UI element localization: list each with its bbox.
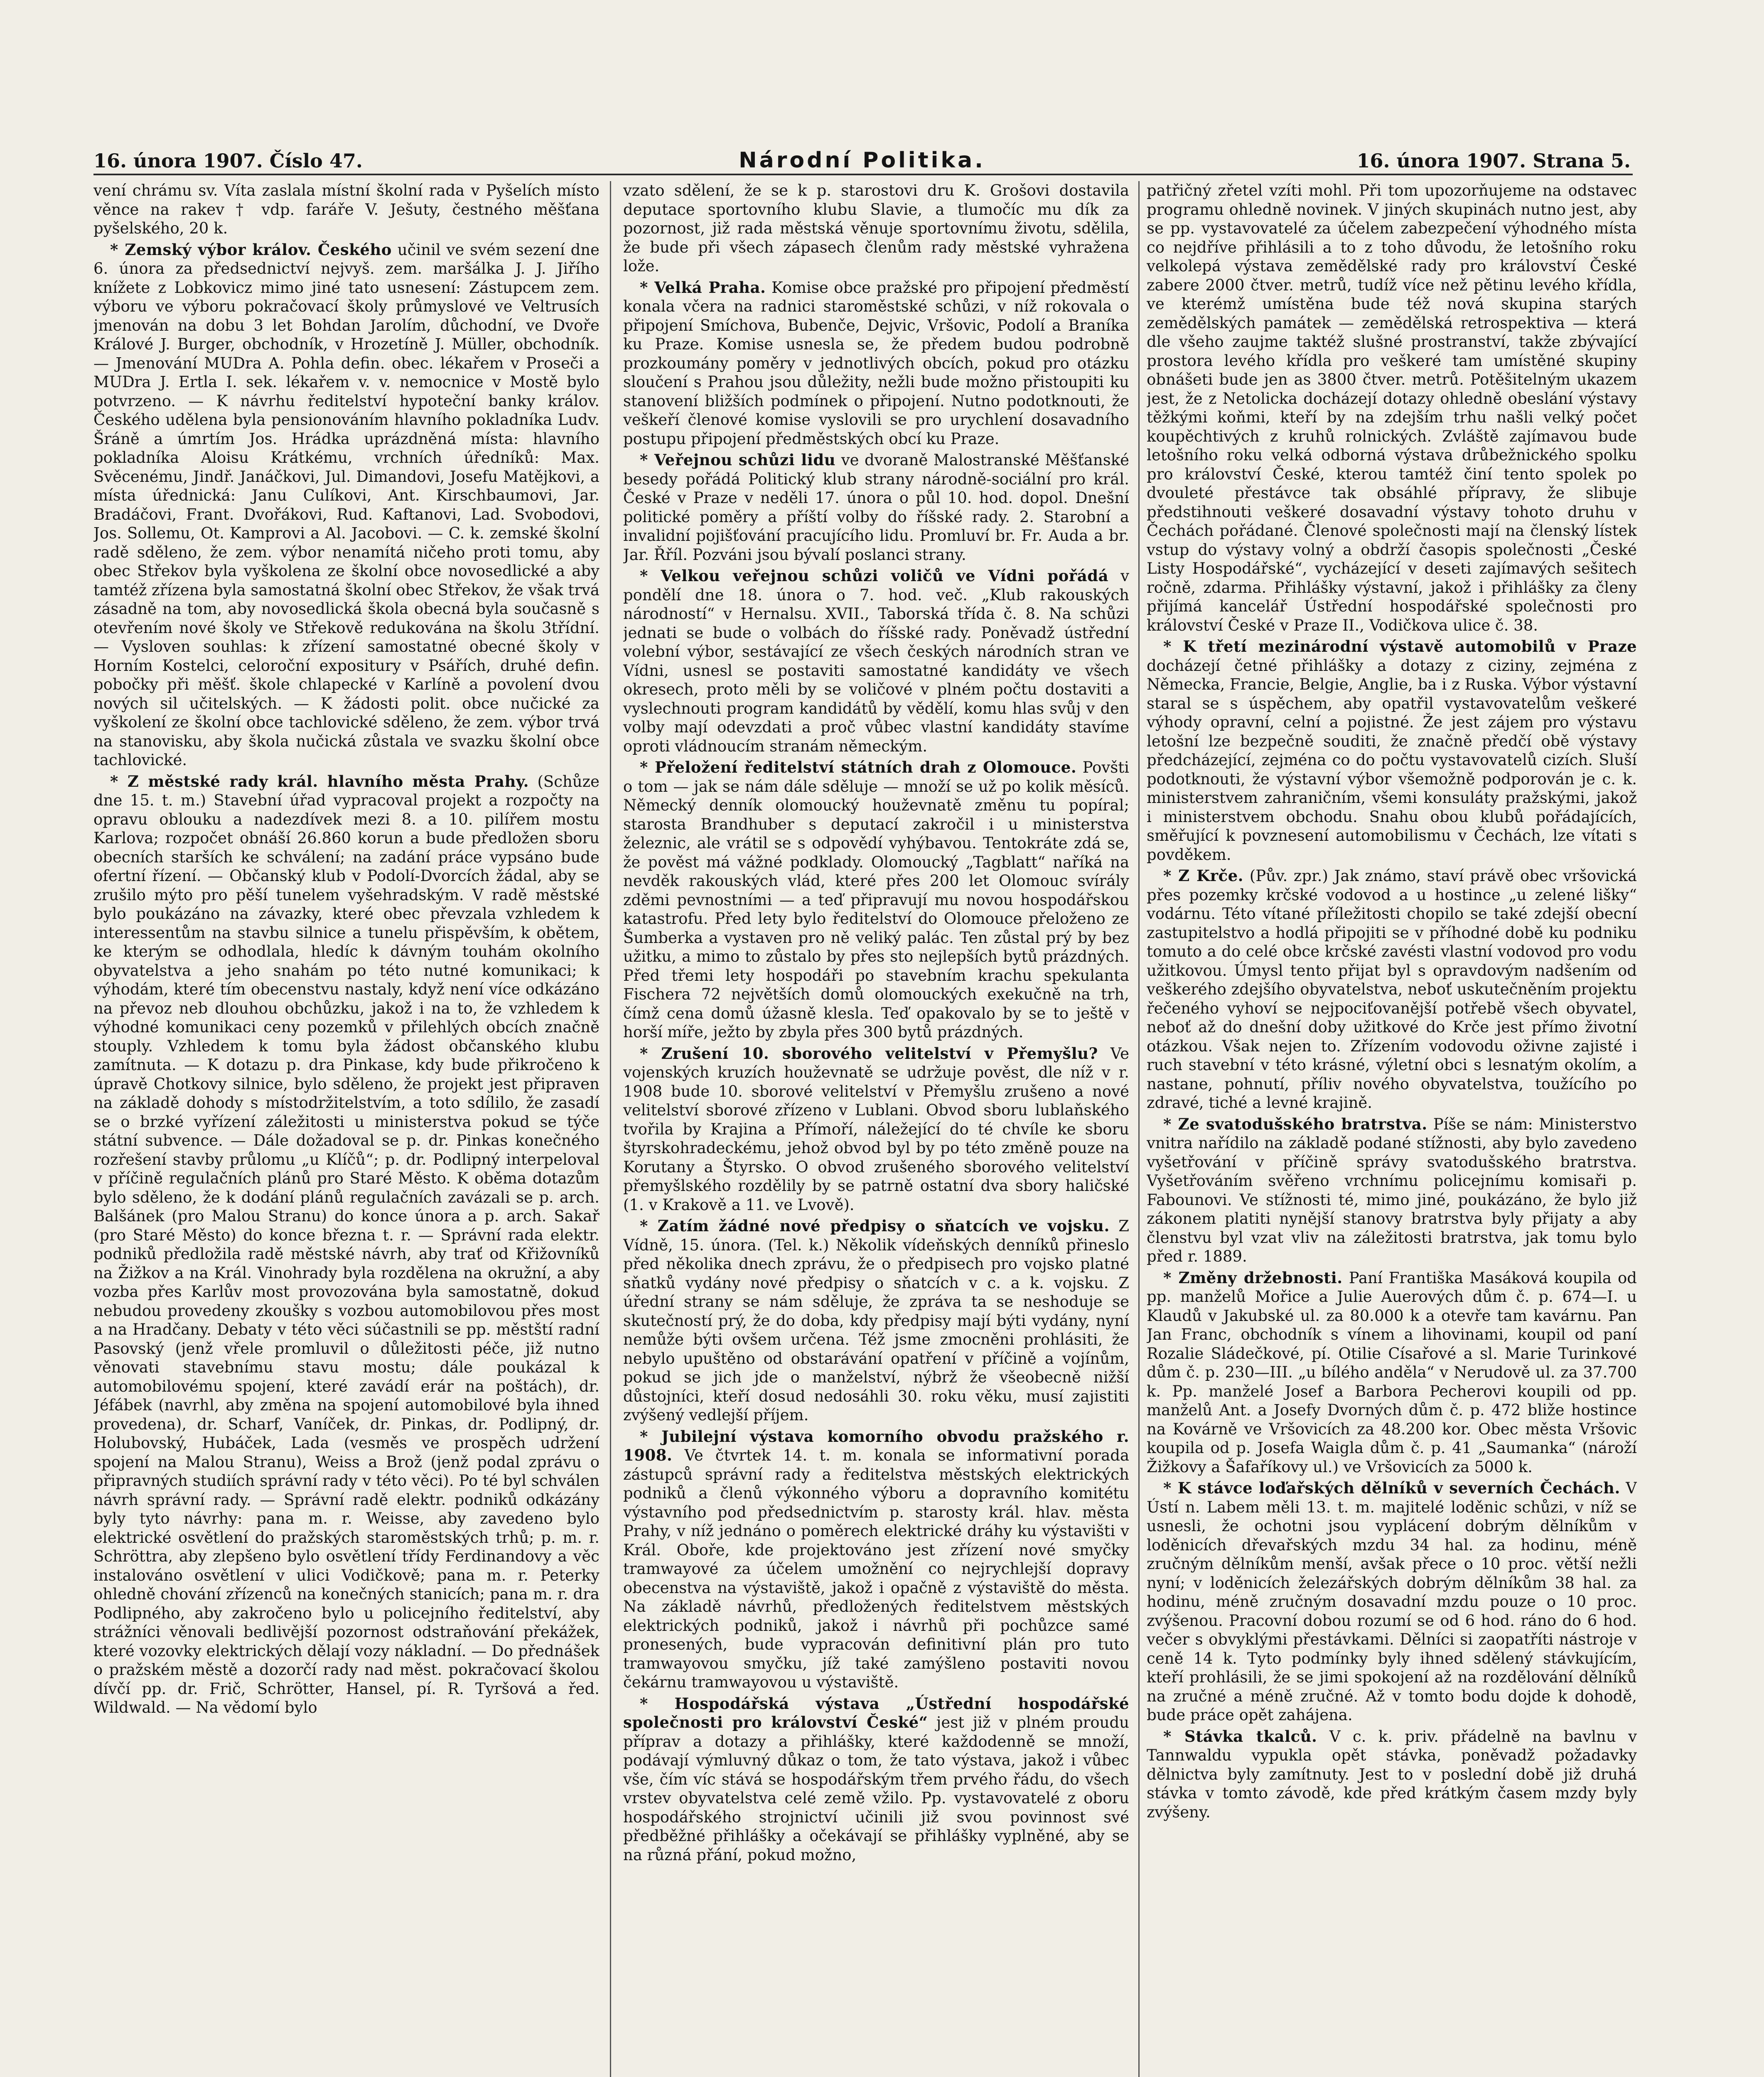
article-headline: * Velká Praha. [640, 278, 766, 297]
article [623, 1044, 1129, 1215]
column-divider [610, 181, 611, 2077]
header-date-issue: 16. února 1907. Číslo 47. [93, 150, 363, 172]
article [623, 567, 1129, 756]
article-headline: * Hospodářská výstava „Ústřední hospodářské společnosti pro království České“ [623, 1694, 1129, 1732]
article-body: ve dvoraně Malostranské Měšťanské besedy pořádá Politický klub strany národně-sociální pro král. České v Praze v neděli 17. února o půl 10. hod. dopol. Dnešní politické poměry a příští volby do říšské rady. 2. Starobní a invalidní pojišťování pracujícího lidu. Promluví br. Fr. Auda a br. Jar. Řříl. Pozváni jsou bývalí poslanci strany. [623, 451, 1129, 564]
article [1147, 637, 1637, 864]
article [623, 451, 1129, 564]
article-headline: * Zemský výbor králov. Českého [110, 241, 392, 259]
article-body: Ve vojenských kruzích houževnatě se udržuje pověst, dle níž v r. 1908 bude 10. sborové velitelství v Přemyšlu zrušeno a nové velitelství sborové zřízeno v Lublani. Obvod sboru lublaňského tvořila by Krajina a Přímoří, náležející do té chvíle ke sboru štyrskohradeckému, jehož obvod byl by po této změně pouze na Korutany a Štyrsko. O obvod zrušeného sborového velitelství přemyšlského rozdělily by se patrně ostatní dva sbory haličské (1. v Krakově a 11. ve Lvově). [623, 1044, 1129, 1214]
article-body: vzato sdělení, že se k p. starostovi dru K. Grošovi dostavila deputace sportovního klubu Slavie, a tlumočíc mu dík za pozornost, již rada městská věnuje sportovnímu životu, sdělila, že bude při všech zápasech členům rady městské vyhražena lože. [623, 182, 1129, 275]
masthead-title: Národní Politika. [739, 148, 985, 173]
article [1147, 867, 1637, 1112]
article-body: Paní Františka Masáková koupila od pp. manželů Mořice a Julie Auerových dům č. p. 674—I. u Klaudů v Jakubské ul. za 80.000 k a otevře tam kavárnu. Pan Jan Franc, obchodník s vínem a lihovinami, koupil od paní Rozalie Sládečkové, pí. Otilie Císařové a sl. Marie Turinkové dům č. p. 230—III. „u bílého anděla“ v Nerudově ul. za 37.700 k. Pp. manželé Josef a Barbora Pecherovi koupili od pp. manželů Ant. a Josefy Dvorných dům č. p. 472 bliže hostince na Kovárně ve Vršovicích za 48.200 kor. Obec města Vršovic koupila od p. Josefa Waigla dům č. p. 41 „Saumanka“ (nároží Žižkovy a Šafaříkovy ul.) ve Vršovicích za 5000 k. [1147, 1269, 1637, 1476]
article [1147, 181, 1637, 635]
article-body: docházejí četné přihlášky a dotazy z ciziny, zejména z Německa, Francie, Belgie, Anglie, ba i z Ruska. Výbor výstavní staral se s úspěchem, aby opatřil vystavovatelům veškeré výhody opravní, celní a pojistné. Že jest zájem pro výstavu letošní lze bezpečně souditi, že značně předčí obě výstavy předcházející, zejména co do počtu vystavovatelů cizích. Sluší podotknouti, že výstavní výbor všemožně podporován je c. k. ministerstvem zahraničním, všemi konsuláty pražskými, jakož i ministerstvem obchodu. Snahu obou klubů pořádajících, směřující k povznesení automobilismu v Čechách, lze vítati s povděkem. [1147, 656, 1637, 864]
article-headline: * Veřejnou schůzi lidu [640, 451, 835, 469]
column-divider [1138, 181, 1140, 2077]
article-body: Ve čtvrtek 14. t. m. konala se informativní porada zástupců správní rady a ředitelstva městských elektrických podniků a členů výkonného výboru a dopravního komitétu výstavního pod předsednictvím p. starosty král. hlav. města Prahy, v níž jednáno o poměrech elektrické dráhy ku výstavišti v Král. Oboře, kde projektováno jest zřízení nové smyčky tramwayové za účelem umožnění co nejrychlejší dopravy obecenstva na výstaviště, jakož i opačně z výstaviště do města. Na základě návrhů, předložených ředitelstvem městských elektrických podniků, jakož i návrhů při pochůzce samé pronesených, bude vypracován definitivní plán pro tuto tramwayovou smyčku, jíž také zamýšleno postaviti novou čekárnu tramwayovou u výstaviště. [623, 1446, 1129, 1691]
article-body: (Schůze dne 15. t. m.) Stavební úřad vypracoval projekt a rozpočty na opravu oblouku a nadezdívek mezi 8. a 10. pilířem mostu Karlova; rozpočet obnáší 26.860 korun a bude předložen sboru obecních starších ke schválení; na zadání práce vypsáno bude ofertní řízení. — Občanský klub v Podolí-Dvorcích žádal, aby se zrušilo mýto pro pěší tunelem vyšehradským. V radě městské bylo poukázáno na závazky, které obec převzala vzhledem k interessentům na stavbu silnice a tunelu přispěvším, k obětem, ke kterým se odhodlala, hledíc k dávným touhám okolního obyvatelstva a jeho snahám po této nutné komunikaci; k výhodám, které tím obecenstvu nastaly, když není více odkázáno na převoz neb dlouhou obchůzku, jakož i na to, že vzhledem k výhodné komunikaci ceny pozemků v přilehlých obcích značně stouply. Vzhledem k tomu byla žádost občanského klubu zamítnuta. — K dotazu p. dra Pinkase, kdy bude přikročeno k úpravě Chotkovy silnice, bylo sděleno, že projekt jest připraven na základě dohody s místodržitelstvím, a toto sdílilo, že zasadí se o brzké vyřízení záležitosti u ministerstva pokud se týče státní subvence. — Dále dožadoval se p. dr. Pinkas konečného rozřešení stavby průlomu „u Klíčů“; p. dr. Podlipný interpeloval v příčině regulačních plánů pro Staré Město. K oběma dotazům bylo sděleno, že k dodání plánů regulačních zavázali se p. arch. Balšánek (pro Malou Stranu) do konce února a p. arch. Sakař (pro Staré Město) do konce března t. r. — Správní rada elektr. podniků předložila radě městské návrh, aby trať od Křižovníků na Žižkov a na Král. Vinohrady byla rozdělena na okružní, a aby vozba přes Karlův most provozována byla samostatně, dokud nebudou provedeny zkoušky s vozbou automobilovou přes most a na Hradčany. Debaty v této věci súčastnili se pp. městští radní Pasovský (jenž vřele promluvil o důležitosti péče, již nutno věnovati stavebnímu stavu mostu; dále poukázal k automobilovému spojení, které zavádí erár na poštách), dr. Jéfábek (navrhl, aby změna na spojení automobilové byla ihned provedena), dr. Scharf, Vaníček, dr. Pinkas, dr. Podlipný, dr. Holubovský, Hubáček, Lada (vesměs ve prospěch udržení spojení na Malou Stranu), Weiss a Brož (jenž podal zprávu o připravných studiích správní rady v této věci). Po té byl schválen návrh správní rady. — Správní radě elektr. podniků odkázány byly tyto návrhy: pana m. r. Weisse, aby zavedeno bylo elektrické osvětlení do pražských staroměstských trhů; p. m. r. Schröttra, aby zlepšeno bylo osvětlení třídy Ferdinandovy a věc instalováno osvětlení v ulici Vodičkově; pana m. r. Peterky ohledně chování zřízenců na konečných stanicích; pana m. r. dra Podlipného, aby zakročeno bylo u policejního ředitelství, aby strážníci věnovali bedlivější pozornost odstraňování překážek, které vozovky elektrických dělají vozy nákladní. — Do přednášek o pražském městě a dozorčí rady nad měst. pokračovací školou dívčí pp. dr. Frič, Schrötter, Hansel, pí. R. Tyršová a řed. Wildwald. — Na vědomí bylo [93, 772, 599, 1716]
article-body: Povšti o tom — jak se nám dále sděluje — množí se už po kolik měsíců. Německý denník olomoucký houževnatě změnu tu popíral; starosta Brandhuber s deputací zakročil i u ministerstva železnic, ale vrátil se s odpovědí vyhýbavou. Tentokráte zdá se, že pověst má vážné podklady. Olomoucký „Tagblatt“ naříká na nevděk rakouských vlád, které přes 200 let Olomouc svírály zděmi pevnostními — a teď připravují mu novou hospodářskou katastrofu. Před lety bylo ředitelství do Olomouce přeloženo ze Šumberka a vystaven pro ně veliký palác. Ten zůstal prý by bez užitku, a mimo to zůstalo by přes sto nejlepších bytů prázdných. Před třemi lety hospodáři po stavebním krachu spekulanta Fischera 72 největších domů olomouckých exekučně na trh, čímž cena domů úžasně klesla. Teď opakovalo by se to ještě v horší míře, ježto by zbyla přes 300 bytů prázdných. [623, 759, 1129, 1041]
article-headline: * Velkou veřejnou schůzi voličů ve Vídni pořádá [640, 567, 1108, 585]
article-body: (Pův. zpr.) Jak známo, staví právě obec vršovická přes pozemky krčské vodovod a u hostince „u zelené lišky“ vodárnu. Této vítané příležitosti chopilo se také zdejší obecní zastupitelstvo a hodlá připojiti se v příhodné době ku podniku tomuto a do celé obce krčské zavésti vlastní vodovod pro vodu užitkovou. Úmysl tento přijat byl s opravdovým nadšením od veškerého zdejšího obyvatelstva, neboť uskutečněním projektu řečeného vyhoví se nejpociťovanější potřebě všech obyvatel, neboť až do dnešní doby užitkové do Krče jest přímo životní otázkou. Však nejen to. Zřízením vodovodu oživne zajisté i ruch stavební v této krásné, výletní obci s lesnatým okolím, a nastane, pohnutí, příliv nového obyvatelstva, toužícího po zdravé, tiché a levné krajině. [1147, 867, 1637, 1112]
article [623, 1427, 1129, 1692]
article-body: Komise obce pražské pro připojení předměstí konala včera na radnici staroměstské schůzi, v níž rokovala o připojení Smíchova, Bubenče, Dejvic, Vršovic, Podolí a Braníka ku Praze. Komise usnesla se, že předem budou podrobně prozkoumány poměry v jednotlivých obcích, pokud pro otázku sloučení s Prahou jsou důležity, nežli bude možno přistoupiti ku stanovení bližších podmínek o připojení. Nutno podotknouti, že veškeří členové komise vyslovili se pro urychlení dosavadního postupu připojení předměstských obcí ku Praze. [623, 278, 1129, 448]
page-header [93, 150, 1631, 174]
article-headline: * Přeložení ředitelství státních drah z Olomouce. [640, 758, 1076, 776]
column-3 [1147, 181, 1637, 2077]
article-headline: * Ze svatodušského bratrstva. [1163, 1115, 1427, 1133]
article-body: vení chrámu sv. Víta zaslala místní školní rada v Pyšelích místo věnce na rakev † vdp. faráře V. Ješuty, čestného měšťana pyšelského, 20 k. [93, 182, 599, 237]
article-body: V c. k. priv. přádelně na bavlnu v Tannwaldu vypukla opět stávka, poněvadž požadavky dělnictva byly zamítnuty. Jest to v poslední době již druhá stávka v tomto závodě, kde před krátkým časem mzdy byly zvýšeny. [1147, 1727, 1637, 1821]
article-body: učinil ve svém sezení dne 6. února za předsednictví nejvyš. zem. maršálka J. J. Jiřího knížete z Lobkovicz mimo jiné tato usnesení: Zástupcem zem. výboru ve výboru pokračovací školy průmyslové ve Veltrusích jmenován na dobu 3 let Bohdan Jarolím, důchodní, ve Dvoře Králové J. Burger, obchodník, v Hrozetíně J. Müller, obchodník. — Jmenování MUDra A. Pohla defin. obec. lékařem v Proseči a MUDra J. Ertla I. sek. lékařem v. v. nemocnice v Mostě bylo potvrzeno. — K návrhu ředitelství hypoteční banky králov. Českého udělena byla pensionováním hlavního pokladníka Ludv. Šráně a úmrtím Jos. Hrádka uprázdněná místa: hlavního pokladníka Aloisu Krátkému, vrchních úředníků: Max. Svěcenému, Jindř. Janáčkovi, Jul. Dimandovi, Josefu Matějkovi, a místa úřednická: Janu Culíkovi, Ant. Kirschbaumovi, Jar. Bradáčovi, Frant. Dvořákovi, Rud. Kaftanovi, Lad. Svobodovi, Jos. Sollemu, Ot. Kamprovi a Al. Jacobovi. — C. k. zemské školní radě sděleno, že zem. výbor nenamítá ničeho proti tomu, aby obec Střekov byla vyškolena ze školní obce novosedlické a aby tamtéž zřízena byla samostatná školní obec Střekov, že však trvá zásadně na tom, aby novosedlická škola obecná byla současně s otevřením nové školy ve Střekově redukována na školu 3třídní. — Vysloven souhlas: k zřízení samostatné obecné školy v Horním Kostelci, celoroční expositury v Psářích, druhé defin. pobočky při měšť. škole chlapecké v Karlíně a povolení dvou nových sil učitelských. — K žádosti polit. obce nučické za vyškolení ze školní obce tachlovické sděleno, že zem. výbor trvá na stanovisku, aby škola nučická zůstala ve svazku školní obce tachlovické. [93, 241, 599, 769]
article-body: Píše se nám: Ministerstvo vnitra nařídilo na základě podané stížnosti, aby bylo zavedeno vyšetřování v příčině správy svatodušského bratrstva. Vyšetřováním svěřeno vrchnímu policejnímu komisaři p. Fabounovi. Ve stížnosti té, mimo jiné, poukázáno, že bylo již zákonem platiti nynější stanovy bratrstva byly přijaty a aby členstvu byl vzat vliv na záležitosti bratrstva, jak tomu bylo před r. 1889. [1147, 1115, 1637, 1265]
article [1147, 1269, 1637, 1477]
article [93, 772, 599, 1717]
article-body: V Ústí n. Labem měli 13. t. m. majitelé loděnic schůzi, v níž se usnesli, že ochotni jsou vyplácení dobrým dělníkům v loděnicích dřevařských mzdu 34 hal. za hodinu, méně zručným dělníkům menší, avšak přece o 10 proc. větší nežli nyní; v loděnicích železářských dobrým dělníkům 38 hal. za hodinu, méně zručným dosavadní mzdu pouze o 10 proc. zvýšenou. Pracovní dobou rozumí se od 6 hod. ráno do 6 hod. večer s obvyklými přestávkami. Dělníci si zaopatříti nástroje v ceně 14 k. Tyto podmínky byly ihned sdělený stávkujícím, kteří prohlásili, že se jimi spokojení až na rozdělování dělníků na zručné a méně zručné. Až v tomto bodu dojde k dohodě, bude práce opět zahájena. [1147, 1479, 1637, 1724]
article-body: v pondělí dne 18. února o 7. hod. več. „Klub rakouských národností“ v Hernalsu. XVII., Taborská třída č. 8. Na schůzi jednati se bude o volbách do říšské rady. Poněvadž ústřední volební výbor, sestávající ze všech českých národních stran ve Vídni, usnesl se postaviti samostatné kandidáty ve všech okresech, proto měli by se voličové v plném počtu dostaviti a vyslechnouti program kandidátů by vědělí, komu hlas svůj v den volby mají odevzdati a proč vůbec vlastní kandidáty stavíme oproti vládnoucím stranám německým. [623, 567, 1129, 755]
article-headline: * K stávce loďařských dělníků v severních Čechách. [1163, 1479, 1620, 1497]
column-2 [623, 181, 1129, 2077]
article-headline: * Zatím žádné nové předpisy o sňatcích ve vojsku. [640, 1217, 1110, 1235]
article-headline: * Z Krče. [1163, 867, 1243, 885]
article-body: jest již v plném proudu příprav a dotazy a přihlášky, které každodenně se množí, podávají výmluvný důkaz o tom, že tato výstava, jakož i vůbec vše, čím víc stává se hospodářským třem prvého řádu, do všech vrstev obyvatelstva celé země vžilo. Pp. vystavovatelé z oboru hospodářského strojnictví učinili již svou povinnost své předběžné přihlášky a očekávají se přihlášky vyplněné, aby se na různá přání, pokud možno, [623, 1714, 1129, 1864]
article-headline: * Zrušení 10. sborového velitelství v Přemyšlu? [640, 1044, 1098, 1063]
article [93, 241, 599, 770]
header-date-page: 16. února 1907. Strana 5. [1356, 150, 1631, 172]
header-rule [93, 174, 1633, 175]
article [623, 1694, 1129, 1865]
article [93, 181, 599, 238]
article-headline: * Jubilejní výstava komorního obvodu pražského r. 1908. [623, 1427, 1129, 1465]
article-headline: * Z městské rady král. hlavního města Prahy. [110, 772, 529, 791]
article-headline: * Změny držebnosti. [1163, 1269, 1343, 1287]
article [623, 278, 1129, 449]
article [623, 758, 1129, 1042]
article-body: patřičný zřetel vzíti mohl. Při tom upozorňujeme na odstavec programu ohledně novinek. V jiných skupinách nutno jest, aby se pp. vystavovatelé za účelem zabezpečení výhodného místa co nejdříve přihlásili a to z toho důvodu, že letošního roku velkolepá výstava zemědělské rady pro království České zabere 2000 čtver. metrů, tudíž více než pětinu levého křídla, ve kterémž umístěna bude též nová skupina starých zemědělských památek — zemědělská retrospektiva — která dle všeho zaujme taktéž slušné prostranství, takže zbývající prostora levého křídla pro veškeré tam umístěné skupiny obnášeti bude jen as 3800 čtver. metrů. Potěšitelným ukazem jest, že z Netolicka docházejí dotazy ohledně obeslání výstavy těžkými koňmi, kteří by na zdejším trhu našli velký počet koupěchtivých z kruhů rolnických. Zvláště zajímavou bude letošního roku velká odborná výstava drůbežnického spolku pro království České, kterou tamtéž činí tento spolek po dvouleté přestávce tak obsáhlé přípravy, že slibuje předstihnouti veškeré dosavadní výstavy tohoto druhu v Čechách pořádané. Členové společnosti mají na členský lístek vstup do výstavy volný a obdrží časopis společnosti „České Listy Hospodářské“, vycházející v deseti zajímavých sešitech ročně, zdarma. Přihlášky výstavní, jakož i přihlášky za členy přijímá kancelář Ústřední hospodářské společnosti pro království České v Praze II., Vodičkova ulice č. 38. [1147, 182, 1637, 634]
article [1147, 1115, 1637, 1266]
article [623, 1217, 1129, 1425]
column-1 [93, 181, 599, 2077]
article [1147, 1479, 1637, 1725]
article [1147, 1727, 1637, 1822]
article-headline: * Stávka tkalců. [1163, 1727, 1317, 1746]
article-headline: * K třetí mezinárodní výstavě automobilů v Praze [1163, 637, 1637, 656]
article [623, 181, 1129, 276]
article-body: Z Vídně, 15. února. (Tel. k.) Několik vídeňských denníků přineslo před několika dnech zprávu, že o předpisech pro vojsko platné sňatků vydány nové předpisy o sňatcích v c. a k. vojsku. Z úřední strany se nám sděluje, že zpráva ta se neshoduje se skutečností prý, že do doba, kdy předpisy mají býti vydány, nyní nemůže býti ovšem určena. Též jsme zmocněni prohlásiti, že nebylo upuštěno od obstarávání opatření v příčině a vojínům, pokud se jich jde o manželství, nýbrž že všeobecně nižší důstojníci, kteří dosud nedosáhli 30. roku věku, musí zajistiti zvýšený vedlejší příjem. [623, 1217, 1129, 1424]
